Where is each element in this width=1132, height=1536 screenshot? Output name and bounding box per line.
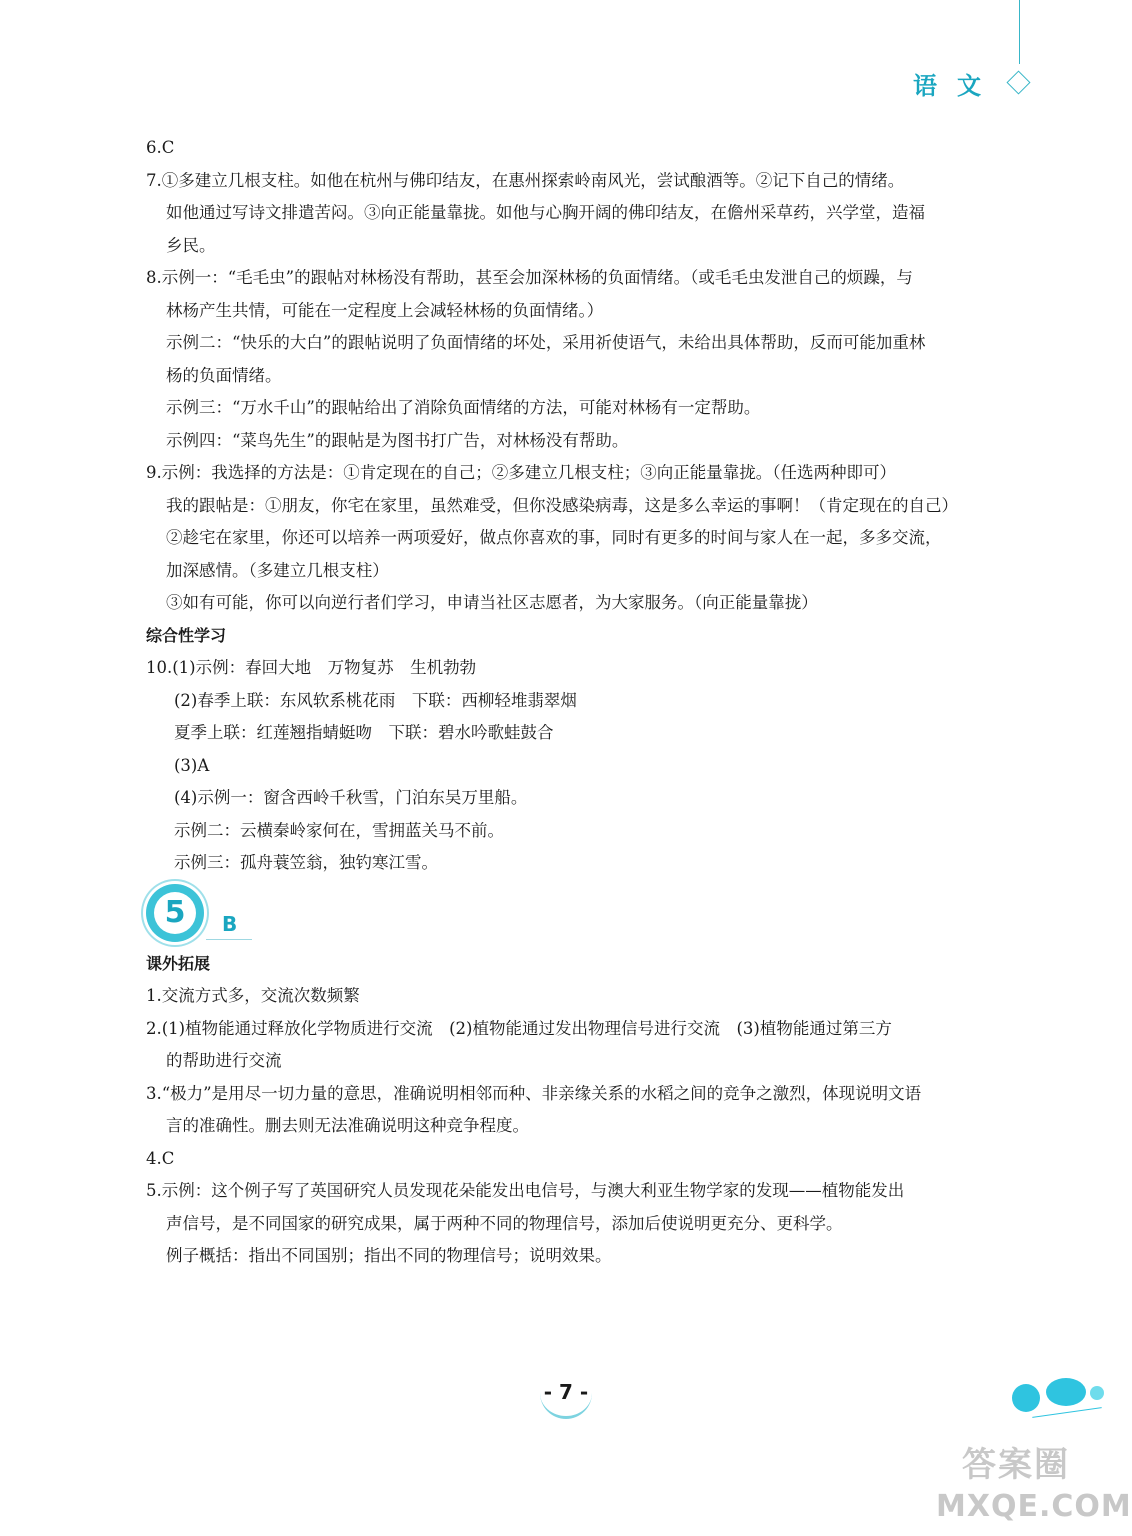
answer-7-line-1: 7.①多建立几根支柱。如他在杭州与佛印结友，在惠州探索岭南风光，尝试酿酒等。②记下自己的情绪。 [146,170,905,190]
unit-underline [206,939,252,940]
extension-answer-2-line-1: 2.(1)植物能通过释放化学物质进行交流 (2)植物能通过发出物理信号进行交流 (3)植物能通过第三方 [146,1018,892,1038]
answer-9-line-1: 9.示例：我选择的方法是：①肯定现在的自己；②多建立几根支柱；③向正能量靠拢。（任选两种即可） [146,463,896,482]
answer-content [146,132,996,1273]
answer-7-line-3: 乡民。 [166,235,216,255]
answer-9-line-4: 加深感情。（多建立几根支柱） [166,560,389,580]
section-heading-comprehensive: 综合性学习 [146,625,227,645]
dot-shape [1090,1386,1104,1400]
answer-9-line-3: ②趁宅在家里，你还可以培养一两项爱好，做点你喜欢的事，同时有更多的时间与家人在一起，多多交流， [166,528,942,547]
extension-answer-5-line-1: 5.示例：这个例子写了英国研究人员发现花朵能发出电信号，与澳大利亚生物学家的发现——植物能发出 [146,1181,905,1200]
answer-8-line-5: 示例三：“万水千山”的跟帖给出了消除负面情绪的方法，可能对林杨有一定帮助。 [166,398,761,417]
unit-letter: B [222,911,238,936]
extension-answer-3-line-2: 言的准确性。删去则无法准确说明这种竞争程度。 [166,1116,529,1135]
answer-9-line-5: ③如有可能，你可以向逆行者们学习，申请当社区志愿者，为大家服务。（向正能量靠拢） [166,593,818,612]
answer-8-line-2: 林杨产生共情，可能在一定程度上会减轻林杨的负面情绪。） [166,300,604,320]
dot-shape [1046,1378,1086,1406]
answer-10-line-5: (4)示例一：窗含西岭千秋雪，门泊东吴万里船。 [174,788,528,807]
extension-answer-4: 4.C [146,1148,175,1168]
unit-badge [146,884,204,942]
extension-answer-5-line-3: 例子概括：指出不同国别；指出不同的物理信号；说明效果。 [166,1246,612,1265]
answer-10-line-4: (3)A [174,755,210,775]
extension-answer-1: 1.交流方式多，交流次数频繁 [146,986,360,1005]
answer-6: 6.C [146,138,175,157]
dot-shape [1012,1384,1040,1412]
answer-7-line-2: 如他通过写诗文排遣苦闷。③向正能量靠拢。如他与心胸开阔的佛印结友，在儋州采草药，兴学堂，造福 [166,203,925,222]
section-heading-extension: 课外拓展 [146,953,211,973]
extension-answer-3-line-1: 3.“极力”是用尽一切力量的意思，准确说明相邻而种、非亲缘关系的水稻之间的竞争之激烈，体现说明文语 [146,1083,922,1103]
extension-answer-5-line-2: 声信号，是不同国家的研究成果，属于两种不同的物理信号，添加后使说明更充分、更科学。 [166,1213,843,1233]
answer-9-line-2: 我的跟帖是：①朋友，你宅在家里，虽然难受，但你没感染病毒，这是多么幸运的事啊！（肯定现在的自己） [166,495,958,515]
watermark-bottom: MXQE.COM [936,1489,1132,1524]
answer-10-line-1: 10.(1)示例：春回大地 万物复苏 生机勃勃 [146,658,477,677]
answer-8-line-4: 杨的负面情绪。 [166,365,282,385]
watermark-top: 答案圈 [962,1445,1070,1485]
dot-line [1032,1407,1101,1418]
subject-title: 语文 [913,72,1001,100]
answer-10-line-3: 夏季上联：红莲翘指蜻蜓吻 下联：碧水吟歌蛙鼓合 [174,723,554,742]
watermark-logo [936,1440,1132,1530]
answer-10-line-2: (2)春季上联：东风软系桃花雨 下联：西柳轻堆翡翠烟 [174,690,577,710]
page-number: - 7 - [543,1380,589,1404]
answer-10-line-6: 示例二：云横秦岭家何在，雪拥蓝关马不前。 [174,820,504,840]
extension-answer-2-line-2: 的帮助进行交流 [166,1051,282,1070]
unit-header [146,884,996,948]
answer-10-line-7: 示例三：孤舟蓑笠翁，独钓寒江雪。 [174,853,438,872]
diamond-icon [1006,70,1030,94]
answer-8-line-3: 示例二：“快乐的大白”的跟帖说明了负面情绪的坏处，采用祈使语气，未给出具体帮助，反而可能加重林 [166,333,926,352]
header-decor-line [1019,0,1020,64]
decorative-dots-icon [1010,1378,1105,1428]
answer-8-line-6: 示例四：“菜鸟先生”的跟帖是为图书打广告，对林杨没有帮助。 [166,430,629,450]
answer-8-line-1: 8.示例一：“毛毛虫”的跟帖对林杨没有帮助，甚至会加深林杨的负面情绪。（或毛毛虫发泄自己的烦躁，与 [146,268,913,287]
unit-number: 5 [154,892,196,934]
